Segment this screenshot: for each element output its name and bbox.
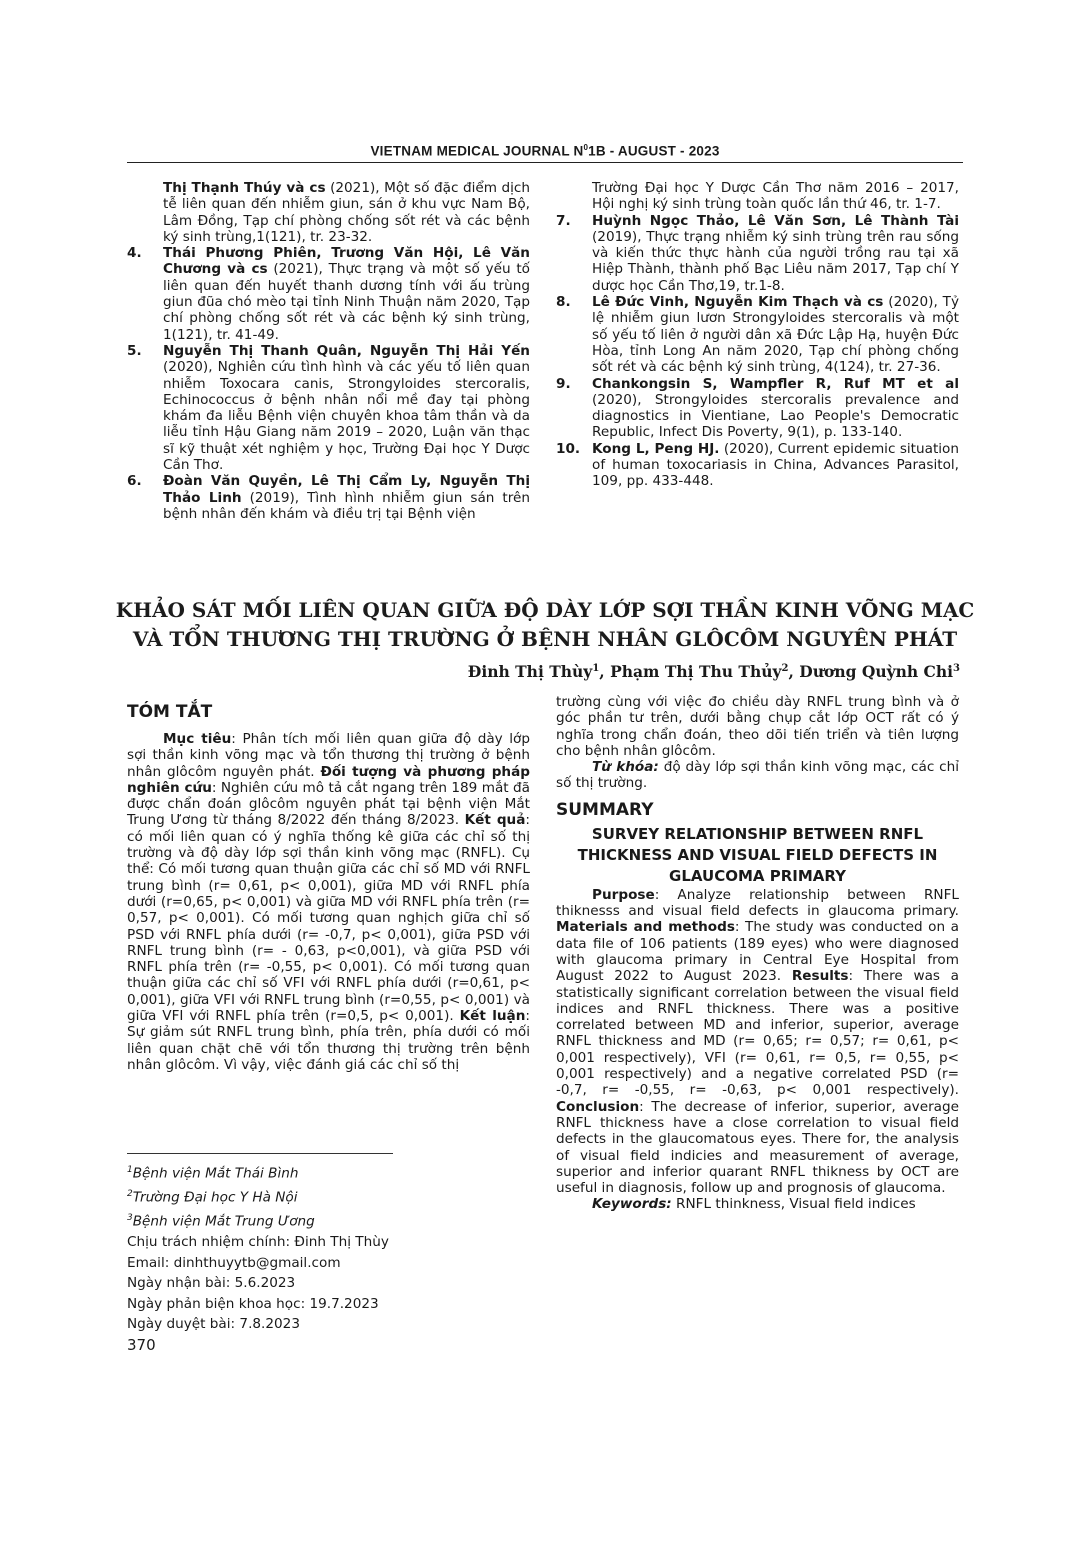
references-right-column bbox=[556, 180, 959, 490]
reference-item: Trường Đại học Y Dược Cần Thơ năm 2016 – 2017, Hội nghị ký sinh trùng toàn quốc lần thứ 46, tr. 1-7. bbox=[592, 180, 959, 213]
reference-item: Thị Thạnh Thúy và cs (2021), Một số đặc điểm dịch tễ liên quan đến nhiễm giun, sán ở khu vực Nam Bộ, Lâm Đồng, Tạp chí phòng chống sốt rét và các bệnh ký sinh trùng,1(121), tr. 23-32. bbox=[163, 180, 530, 245]
reference-item: 4. Thái Phương Phiên, Trương Văn Hội, Lê Văn Chương và cs (2021), Thực trạng và một số yếu tố liên quan đến huyết thanh dương tính với ấu trùng giun đũa chó mèo tại tỉnh Ninh Thuận năm 2020, Tạp chí phòng chống sốt rét và các bệnh ký sinh trùng, 1(121), tr. 41-49. bbox=[127, 245, 530, 343]
summary-heading: SUMMARY bbox=[556, 799, 654, 820]
reference-item: 7. Huỳnh Ngọc Thảo, Lê Văn Sơn, Lê Thành Tài (2019), Thực trạng nhiễm ký sinh trùng trên rau sống và kiến thức thực hành của người trồng rau tại xã Hiệp Thành, thành phố Bạc Liêu năm 2017, Tạp chí Y dược học Cần Thơ,19, tr.1-8. bbox=[556, 212, 959, 294]
summary-paragraph: Purpose: Analyze relationship between RNFL thiknesss and visual field defects in glaucoma primary. Materials and methods: The study was conducted on a data file of 106 patients (189 eyes) who were diagnosed with glaucoma primary in Central Eye Hospital from August 2022 to August 2023. Results: There was a statistically significant correlation between the visual field indices and RNFL thickness. There was a positive correlated between MD and inferior, superior, average RNFL thickness and MD (r= 0,65; r= 0,57; r= 0,61, p< 0,001 respectively), VFI (r= 0,61, r= 0,5, r= 0,55, p< 0,001 respectively) and a negative correlated PSD (r= -0,7, r= -0,55, r= -0,63, p< 0,001 respectively). Conclusion: The decrease of inferior, superior, average RNFL thickness have a close correlation to visual field defects in the glaucomatous eyes. There for, the analysis of visual field indicies and measurement of average, superior and inferior quarant RNFL thikness by OCT are useful in diagnosis, follow up and prognosis of glaucoma. bbox=[556, 886, 960, 1197]
abstract-paragraph: Mục tiêu: Phân tích mối liên quan giữa độ dày lớp sợi thần kinh võng mạc và tổn thương thị trường ở bệnh nhân glôcôm nguyên phát. Đối tượng và phương pháp nghiên cứu: Nghiên cứu mô tả cắt ngang trên 189 mắt đã được chẩn đoán glôcôm nguyên phát tại bệnh viện Mắt Trung Ương từ tháng 8/2022 đến tháng 8/2023. Kết quả: có mối liên quan có ý nghĩa thống kê giữa các chỉ số thị trường và độ dày lớp sợi thần kinh võng mạc (RNFL). Cụ thể: Có mối tương quan thuận giữa các chỉ số MD với RNFL trung bình (r= 0,61, p< 0,001), giữa MD với RNFL phía dưới (r=0,65, p< 0,001) và giữa MD với RNFL phía trên (r= 0,57, p< 0,001). Có mối tương quan nghịch giữa chỉ số PSD với RNFL phía dưới (r= -0,7, p< 0,001), giữa PSD với RNFL trung bình (r= - 0,63, p<0,001), và giữa PSD với RNFL phía trên (r= -0,55, p< 0,001). Có mối tương quan thuận giữa các chỉ số VFI với RNFL phía dưới (r=0,61, p< 0,001), giữa VFI với RNFL trung bình (r=0,55, p< 0,001) và giữa VFI với RNFL phía trên (r=0,5, p< 0,001). Kết luận: Sự giảm sút RNFL trung bình, phía trên, phía dưới có mối liên quan chặt chẽ với tổn thương thị trường trên bệnh nhân glôcôm. Vì vậy, việc đánh giá các chỉ số thị bbox=[127, 731, 530, 1073]
author-line: Đinh Thị Thùy$^1$, Phạm Thị Thu Thủy$^2$, Dương Quỳnh Chi$^3$ bbox=[467, 662, 960, 681]
date-reviewed: Ngày phản biện khoa học: 19.7.2023 bbox=[127, 1295, 379, 1312]
affiliation-3: $^3$Bệnh viện Mắt Trung Ương bbox=[127, 1213, 315, 1230]
reference-item: 10. Kong L, Peng HJ. (2020), Current epidemic situation of human toxocariasis in China, Advances Parasitol, 109, pp. 433-448. bbox=[556, 440, 959, 490]
conclusion-text-part1: : Sự giảm sút RNFL trung bình, phía trên, phía dưới có mối liên quan chặt chẽ với tổn thương thị trường trên bệnh nhân glôcôm. Vì vậy, việc đánh giá các chỉ số thị bbox=[127, 1008, 530, 1073]
footnotes bbox=[127, 1160, 530, 1335]
page-number: 370 bbox=[127, 1336, 156, 1354]
article-title bbox=[100, 596, 990, 654]
reference-item: 8. Lê Đức Vinh, Nguyễn Kim Thạch và cs (2020), Tỷ lệ nhiễm giun lươn Strongyloides stercoralis và một số yếu tố liên ở người dân xã Đức Lập Hạ, huyện Đức Hòa, tỉnh Long An năm 2020, Tạp chí phòng chống sốt rét và các bệnh ký sinh trùng, 4(124), tr. 27-36. bbox=[556, 294, 960, 376]
references-left-column bbox=[127, 180, 530, 522]
running-header: VIETNAM MEDICAL JOURNAL $N^01B$ - AUGUST - 2023 bbox=[370, 143, 720, 159]
keywords-en: Keywords: RNFL thinkness, Visual field indices bbox=[592, 1196, 916, 1213]
keywords-vi: Từ khóa: độ dày lớp sợi thần kinh võng mạc, các chỉ số thị trường. bbox=[556, 759, 959, 792]
title-line: VÀ TỔN THƯƠNG THỊ TRƯỜNG Ở BỆNH NHÂN GLÔCÔM NGUYÊN PHÁT bbox=[132, 627, 958, 651]
reference-item: 6. Đoàn Văn Quyền, Lê Thị Cẩm Ly, Nguyễn Thị Thảo Linh (2019), Tình hình nhiễm giun sán trên bệnh nhân đến khám và điều trị tại Bệnh viện bbox=[127, 473, 531, 522]
title-line: KHẢO SÁT MỐI LIÊN QUAN GIỮA ĐỘ DÀY LỚP SỢI THẦN KINH VÕNG MẠC bbox=[115, 598, 975, 622]
email: Email: dinhthuyytb@gmail.com bbox=[127, 1254, 341, 1271]
summary-title: SURVEY RELATIONSHIP BETWEEN RNFL THICKNESS AND VISUAL FIELD DEFECTS IN GLAUCOMA PRIMARY bbox=[577, 824, 938, 885]
abstract-continuation bbox=[556, 694, 959, 759]
abstract-right bbox=[556, 694, 959, 1213]
header-rule bbox=[127, 162, 963, 163]
abstract-vi-left bbox=[127, 702, 530, 1073]
affiliation-2: $^2$Trường Đại học Y Hà Nội bbox=[127, 1189, 298, 1206]
date-received: Ngày nhận bài: 5.6.2023 bbox=[127, 1275, 296, 1292]
affiliation-1: $^1$Bệnh viện Mắt Thái Bình bbox=[127, 1165, 299, 1182]
section-heading: TÓM TẮT bbox=[127, 702, 213, 722]
date-accepted: Ngày duyệt bài: 7.8.2023 bbox=[127, 1316, 300, 1333]
reference-item: 5. Nguyễn Thị Thanh Quân, Nguyễn Thị Hải Yến (2020), Nghiên cứu tình hình và các yếu tố liên quan nhiễm Toxocara canis, Strongyloides stercoralis, Echinococcus ở bệnh nhân nổi mề đay tại phòng khám đa liễu Bệnh viện chuyên khoa tâm thần và da liễu tỉnh Hậu Giang năm 2019 – 2020, Luận văn thạc sĩ kỹ thuật xét nghiệm y học, Trường Đại học Y Dược Cần Thơ. bbox=[127, 342, 530, 474]
conclusion-text-part2: trường cùng với việc đo chiều dày RNFL trung bình và ở góc phần tư trên, dưới bằng chụp cắt lớp OCT rất có ý nghĩa trong chẩn đoán, theo dõi tiến triển và tiên lượng cho bệnh nhân glôcôm. bbox=[556, 694, 959, 759]
corresponding-author: Chịu trách nhiệm chính: Đinh Thị Thùy bbox=[127, 1234, 389, 1251]
reference-item: 9. Chankongsin S, Wampfler R, Ruf MT et al (2020), Strongyloides stercoralis prevalence and diagnostics in Vientiane, Lao People's Democratic Republic, Infect Dis Poverty, 9(1), p. 133-140. bbox=[556, 375, 959, 441]
footnote-rule bbox=[127, 1153, 393, 1154]
